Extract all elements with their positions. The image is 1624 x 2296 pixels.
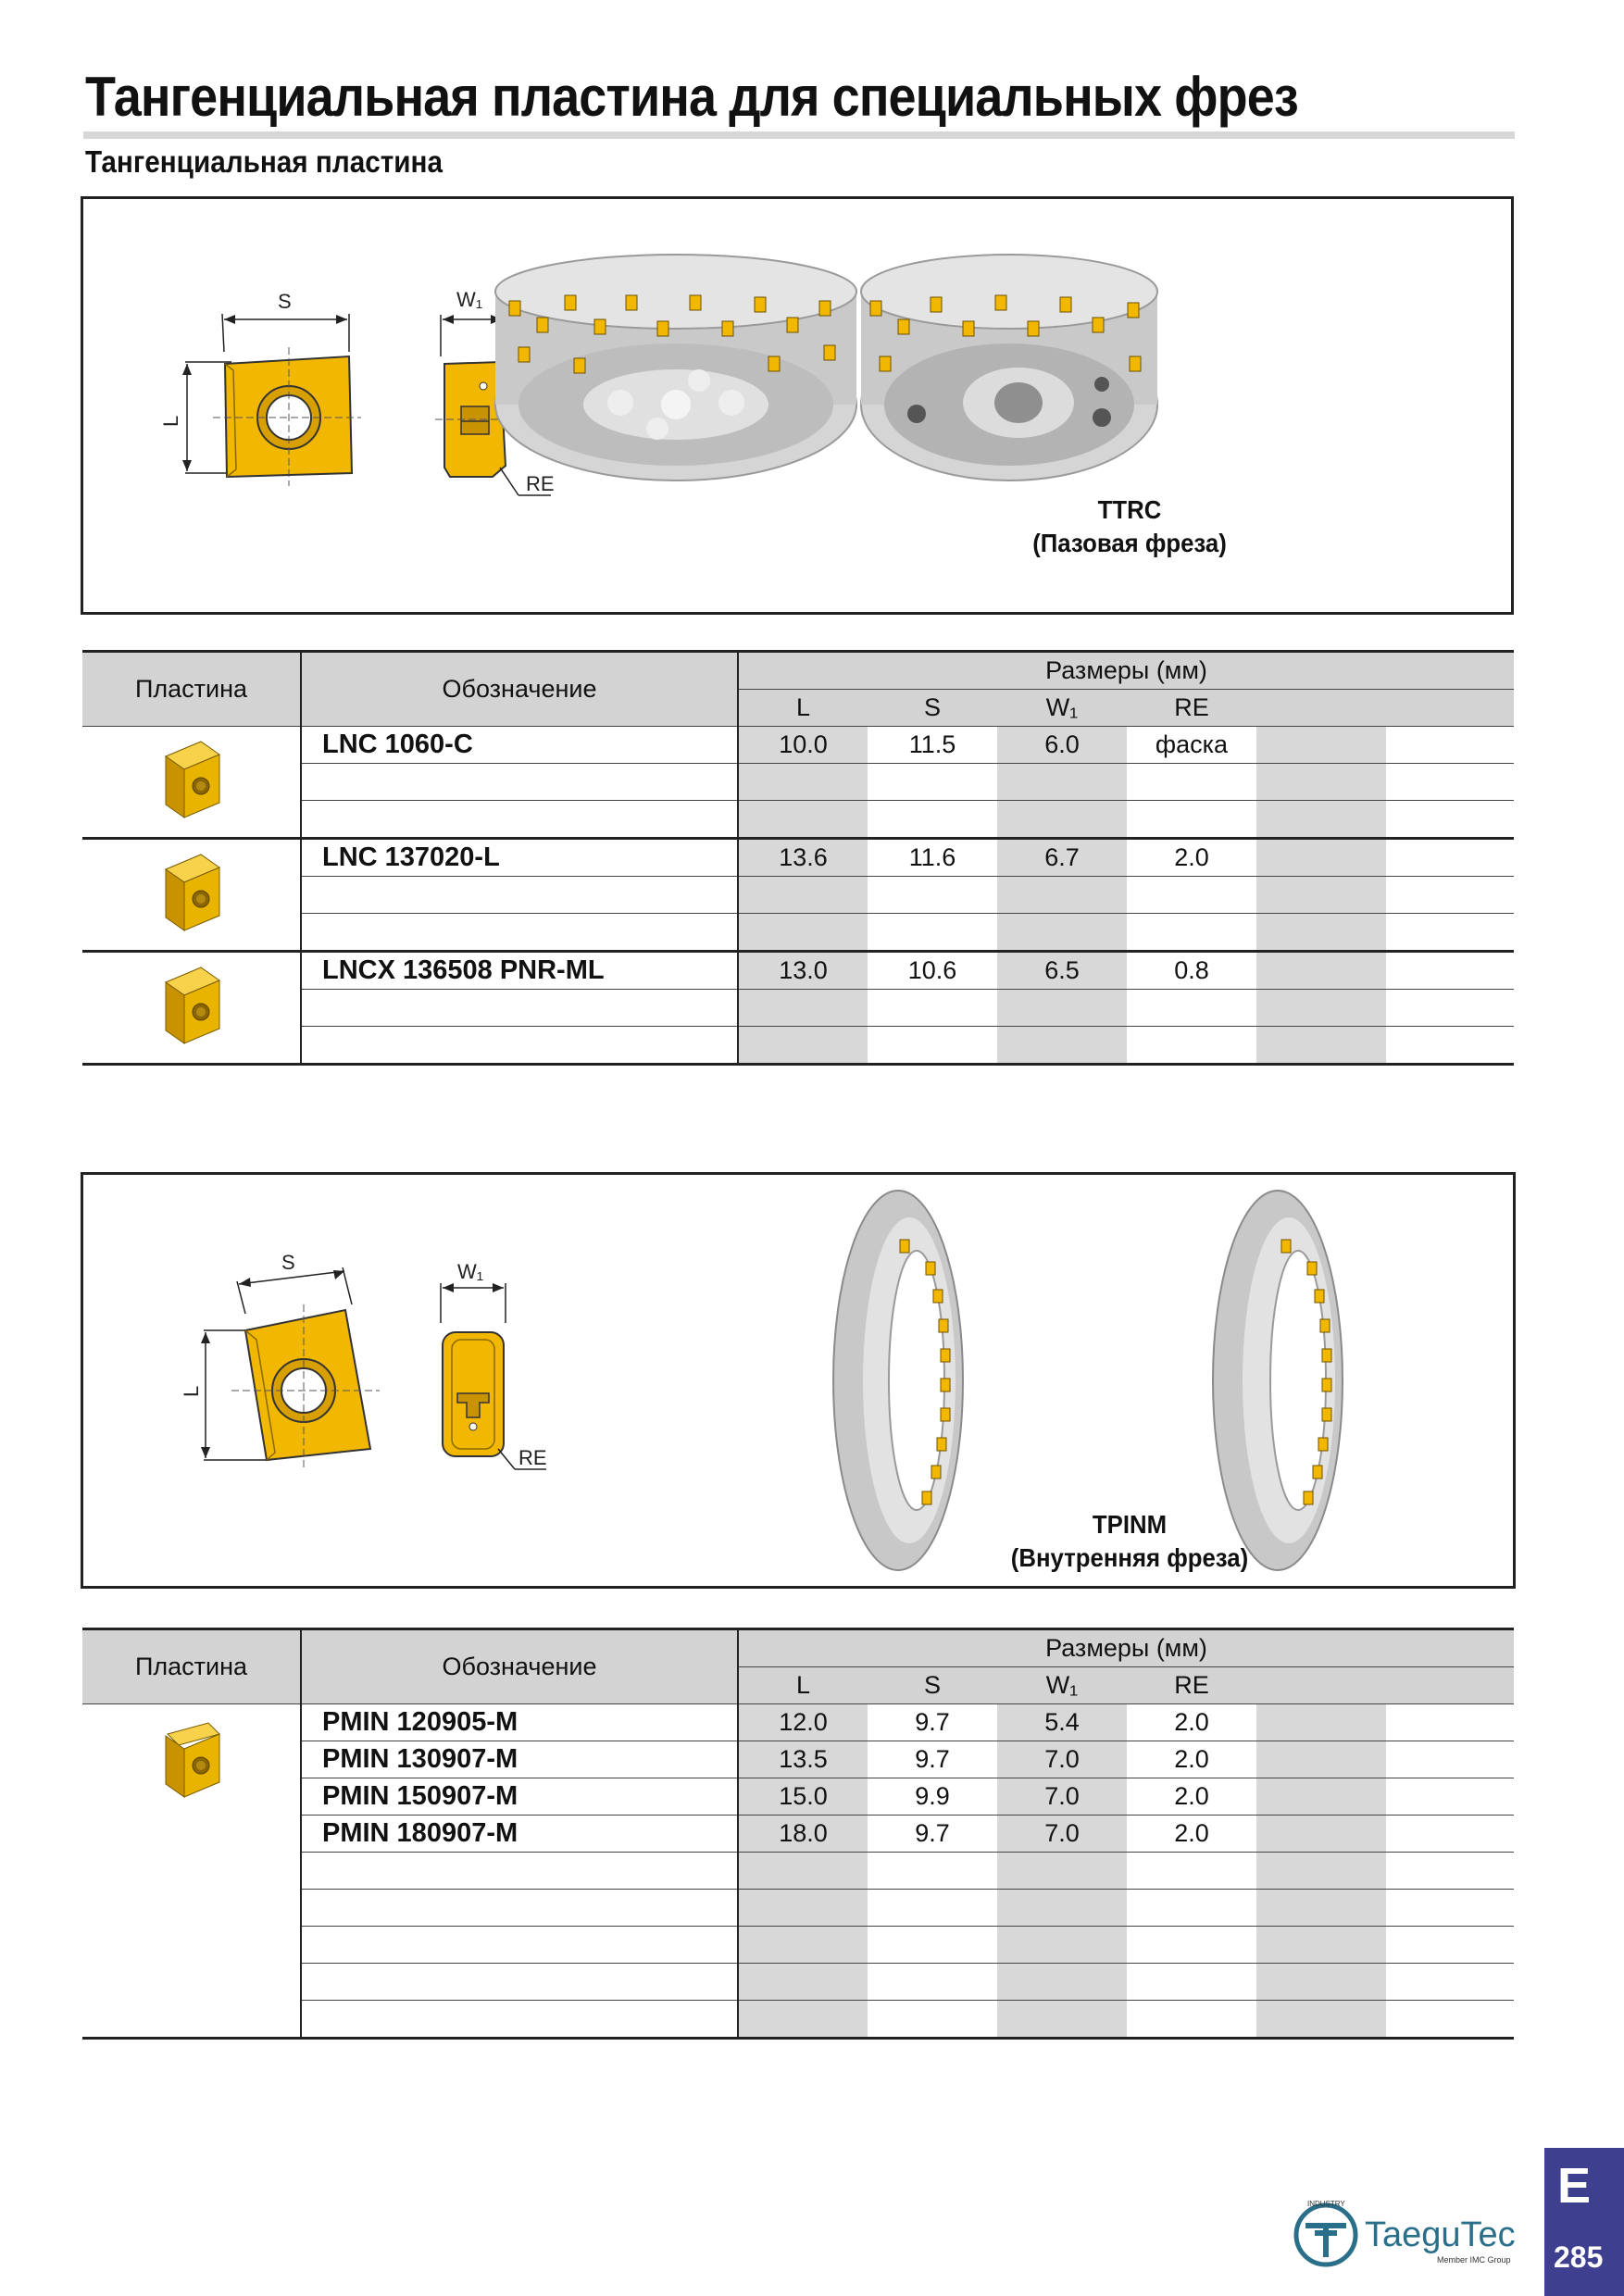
- table-row: [82, 952, 1514, 990]
- designation-cell: LNCX 136508 PNR-ML: [301, 952, 738, 990]
- blank-cell: [1256, 1816, 1386, 1853]
- figure-panel-tpinm: [81, 1172, 1516, 1589]
- designation-cell: PMIN 150907-M: [301, 1778, 738, 1816]
- dim-re-cell: 0.8: [1127, 952, 1256, 990]
- table-row: [82, 839, 1514, 877]
- ttrc-cutter-image-front: [495, 255, 856, 480]
- col-header-blank: [1386, 1667, 1514, 1704]
- col-header-blank: [1256, 1667, 1386, 1704]
- blank-cell: [1256, 801, 1386, 839]
- table-body: [82, 727, 1514, 1065]
- dim-l-cell: 10.0: [738, 727, 868, 764]
- blank-cell: [1256, 1927, 1386, 1964]
- designation-cell: [301, 877, 738, 914]
- dim-re-cell: 2.0: [1127, 1816, 1256, 1853]
- dim-l-cell: [738, 1927, 868, 1964]
- page-subtitle: Тангенциальная пластина: [85, 144, 443, 179]
- col-header-s: S: [868, 1667, 997, 1704]
- insert-thumbnail-image: [155, 847, 229, 936]
- dim-s-label: S: [278, 290, 292, 313]
- dim-l-cell: [738, 764, 868, 801]
- dim-w1-cell: [997, 1890, 1127, 1927]
- blank-cell: [1386, 1816, 1514, 1853]
- table-row: [82, 1704, 1514, 1741]
- insert-image-cell: [82, 1704, 301, 2039]
- dim-w1-cell: [997, 1853, 1127, 1890]
- dim-s-cell: [868, 1927, 997, 1964]
- dim-s-label: S: [281, 1251, 295, 1274]
- dim-re-cell: [1127, 2001, 1256, 2039]
- blank-cell: [1256, 1890, 1386, 1927]
- blank-cell: [1256, 990, 1386, 1027]
- col-header-l: L: [738, 1667, 868, 1704]
- dim-l-cell: 15.0: [738, 1778, 868, 1816]
- dim-w1-cell: 7.0: [997, 1778, 1127, 1816]
- ttrc-cutter-image-back: [861, 255, 1157, 480]
- ttrc-caption-description: (Пазовая фреза): [1032, 529, 1227, 557]
- blank-cell: [1256, 2001, 1386, 2039]
- dim-s-cell: 9.9: [868, 1778, 997, 1816]
- logo-tagline: Member IMC Group: [1437, 2255, 1511, 2265]
- designation-cell: [301, 801, 738, 839]
- dim-re-cell: 2.0: [1127, 1778, 1256, 1816]
- col-header-blank: [1256, 690, 1386, 727]
- blank-cell: [1386, 1927, 1514, 1964]
- dim-s-cell: 11.5: [868, 727, 997, 764]
- blank-cell: [1256, 1853, 1386, 1890]
- dim-re-label: RE: [518, 1446, 547, 1469]
- section-tab: [1544, 2148, 1624, 2296]
- col-header-designation: Обозначение: [301, 652, 738, 727]
- table-body: [82, 1704, 1514, 2039]
- dim-l-cell: 13.0: [738, 952, 868, 990]
- dim-w1-cell: [997, 990, 1127, 1027]
- dim-l-cell: [738, 914, 868, 952]
- blank-cell: [1386, 764, 1514, 801]
- col-header-w1: W₁: [997, 1667, 1127, 1704]
- blank-cell: [1386, 839, 1514, 877]
- dim-s-cell: 9.7: [868, 1704, 997, 1741]
- dim-w1-cell: [997, 1964, 1127, 2001]
- insert-thumbnail-image: [155, 960, 229, 1049]
- dim-l-cell: 18.0: [738, 1816, 868, 1853]
- dim-s-cell: [868, 764, 997, 801]
- col-header-insert: Пластина: [82, 1629, 301, 1704]
- blank-cell: [1256, 1027, 1386, 1065]
- blank-cell: [1256, 839, 1386, 877]
- logo-arc-text: INDUSTRY: [1307, 2200, 1345, 2208]
- dim-l-label: L: [159, 415, 182, 427]
- col-header-dimensions: Размеры (мм): [738, 1629, 1514, 1667]
- blank-cell: [1256, 1741, 1386, 1778]
- dim-s-cell: [868, 1890, 997, 1927]
- dim-w1-cell: [997, 914, 1127, 952]
- dim-w1-cell: [997, 1027, 1127, 1065]
- blank-cell: [1386, 1741, 1514, 1778]
- insert-image-cell: [82, 839, 301, 952]
- dim-s-cell: 11.6: [868, 839, 997, 877]
- designation-cell: PMIN 180907-M: [301, 1816, 738, 1853]
- blank-cell: [1386, 1704, 1514, 1741]
- dim-re-cell: 2.0: [1127, 839, 1256, 877]
- blank-cell: [1256, 1964, 1386, 2001]
- blank-cell: [1386, 2001, 1514, 2039]
- col-header-l: L: [738, 690, 868, 727]
- blank-cell: [1386, 1778, 1514, 1816]
- dim-w1-label: W₁: [457, 1260, 484, 1283]
- insert-image-cell: [82, 952, 301, 1065]
- col-header-blank: [1386, 690, 1514, 727]
- insert-spec-table-pmin: [82, 1628, 1514, 2040]
- col-header-designation: Обозначение: [301, 1629, 738, 1704]
- designation-cell: [301, 1964, 738, 2001]
- designation-cell: [301, 1927, 738, 1964]
- designation-cell: PMIN 120905-M: [301, 1704, 738, 1741]
- dim-re-label: RE: [526, 472, 555, 495]
- blank-cell: [1256, 1778, 1386, 1816]
- col-header-insert: Пластина: [82, 652, 301, 727]
- dim-re-cell: [1127, 990, 1256, 1027]
- dim-l-cell: 13.6: [738, 839, 868, 877]
- blank-cell: [1256, 1704, 1386, 1741]
- dim-re-cell: [1127, 1890, 1256, 1927]
- insert-thumbnail-image: [155, 734, 229, 823]
- col-header-re: RE: [1127, 690, 1256, 727]
- dim-l-cell: 13.5: [738, 1741, 868, 1778]
- ttrc-caption: [943, 493, 1318, 560]
- dim-l-cell: [738, 1027, 868, 1065]
- page-title: Тангенциальная пластина для специальных фрез: [85, 66, 1298, 128]
- dim-w1-cell: 6.0: [997, 727, 1127, 764]
- blank-cell: [1386, 877, 1514, 914]
- dim-l-cell: 12.0: [738, 1704, 868, 1741]
- blank-cell: [1386, 952, 1514, 990]
- dim-re-cell: [1127, 1853, 1256, 1890]
- blank-cell: [1386, 727, 1514, 764]
- dim-w1-cell: 5.4: [997, 1704, 1127, 1741]
- col-header-w1: W₁: [997, 690, 1127, 727]
- dim-l-cell: [738, 990, 868, 1027]
- dim-l-cell: [738, 877, 868, 914]
- tpinm-caption-description: (Внутренняя фреза): [1010, 1543, 1249, 1572]
- dim-l-cell: [738, 1890, 868, 1927]
- designation-cell: PMIN 130907-M: [301, 1741, 738, 1778]
- designation-cell: [301, 1853, 738, 1890]
- dim-w1-cell: [997, 877, 1127, 914]
- dim-s-cell: [868, 877, 997, 914]
- taegutec-logo: [1289, 2198, 1530, 2272]
- title-rule: [83, 131, 1515, 139]
- ttrc-caption-code: TTRC: [1097, 495, 1162, 524]
- tpinm-caption-code: TPINM: [1092, 1510, 1168, 1539]
- blank-cell: [1256, 914, 1386, 952]
- dim-w1-cell: [997, 801, 1127, 839]
- table-row: [82, 727, 1514, 764]
- insert-spec-table-lnc: [82, 650, 1514, 1066]
- blank-cell: [1386, 1853, 1514, 1890]
- dim-re-cell: фаска: [1127, 727, 1256, 764]
- dim-re-cell: [1127, 764, 1256, 801]
- designation-cell: [301, 1027, 738, 1065]
- dim-s-cell: [868, 1853, 997, 1890]
- col-header-s: S: [868, 690, 997, 727]
- dim-w1-cell: 7.0: [997, 1741, 1127, 1778]
- dim-s-cell: [868, 2001, 997, 2039]
- blank-cell: [1256, 727, 1386, 764]
- dim-s-cell: 10.6: [868, 952, 997, 990]
- dim-s-cell: [868, 1964, 997, 2001]
- blank-cell: [1386, 1964, 1514, 2001]
- dim-s-cell: 9.7: [868, 1741, 997, 1778]
- dim-s-cell: [868, 914, 997, 952]
- blank-cell: [1256, 877, 1386, 914]
- dim-re-cell: [1127, 1027, 1256, 1065]
- tpinm-caption: [943, 1508, 1318, 1575]
- dim-w1-label: W₁: [456, 288, 483, 311]
- dim-s-cell: 9.7: [868, 1816, 997, 1853]
- insert-thumbnail-image: [155, 1714, 229, 1803]
- designation-cell: [301, 990, 738, 1027]
- dim-w1-cell: [997, 1927, 1127, 1964]
- dim-l-cell: [738, 1964, 868, 2001]
- blank-cell: [1256, 764, 1386, 801]
- designation-cell: [301, 2001, 738, 2039]
- blank-cell: [1386, 1027, 1514, 1065]
- dim-s-cell: [868, 801, 997, 839]
- figure-panel-ttrc: [81, 196, 1514, 615]
- col-header-dimensions: Размеры (мм): [738, 652, 1514, 690]
- dim-re-cell: 2.0: [1127, 1741, 1256, 1778]
- designation-cell: [301, 764, 738, 801]
- dim-w1-cell: 6.5: [997, 952, 1127, 990]
- blank-cell: [1386, 801, 1514, 839]
- dim-w1-cell: [997, 2001, 1127, 2039]
- dim-w1-cell: [997, 764, 1127, 801]
- section-letter: E: [1557, 2158, 1592, 2214]
- dim-s-cell: [868, 990, 997, 1027]
- designation-cell: LNC 1060-C: [301, 727, 738, 764]
- col-header-re: RE: [1127, 1667, 1256, 1704]
- dim-s-cell: [868, 1027, 997, 1065]
- blank-cell: [1386, 1890, 1514, 1927]
- designation-cell: LNC 137020-L: [301, 839, 738, 877]
- logo-brand: TaeguTec: [1365, 2215, 1516, 2254]
- dim-re-cell: 2.0: [1127, 1704, 1256, 1741]
- page-number: 285: [1554, 2240, 1604, 2274]
- blank-cell: [1256, 952, 1386, 990]
- insert-image-cell: [82, 727, 301, 839]
- dim-w1-cell: 7.0: [997, 1816, 1127, 1853]
- dim-re-cell: [1127, 1964, 1256, 2001]
- blank-cell: [1386, 990, 1514, 1027]
- dim-l-cell: [738, 1853, 868, 1890]
- designation-cell: [301, 1890, 738, 1927]
- blank-cell: [1386, 914, 1514, 952]
- dim-re-cell: [1127, 801, 1256, 839]
- designation-cell: [301, 914, 738, 952]
- dim-l-cell: [738, 801, 868, 839]
- dim-re-cell: [1127, 1927, 1256, 1964]
- dim-w1-cell: 6.7: [997, 839, 1127, 877]
- dim-l-label: L: [180, 1385, 203, 1397]
- dim-re-cell: [1127, 914, 1256, 952]
- dim-l-cell: [738, 2001, 868, 2039]
- dim-re-cell: [1127, 877, 1256, 914]
